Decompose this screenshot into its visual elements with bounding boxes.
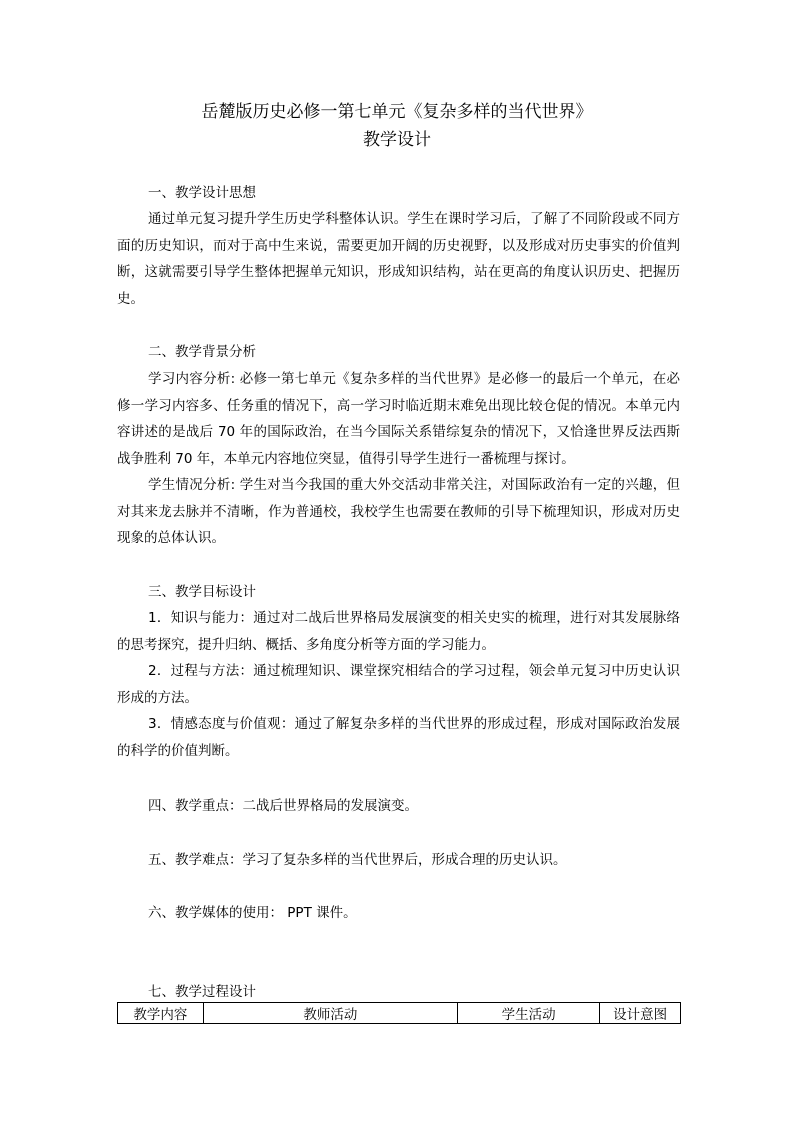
- section-4-heading: 四、教学重点：二战后世界格局的发展演变。: [148, 798, 418, 814]
- header-student-activity: 学生活动: [457, 1003, 599, 1024]
- goal-process-paragraph: 2．过程与方法：通过梳理知识、课堂探究相结合的学习过程，领会单元复习中历史认识形成的方法。: [117, 663, 680, 706]
- document-subtitle: 教学设计: [363, 130, 431, 150]
- section-5-heading: 五、教学难点：学习了复杂多样的当代世界后，形成合理的历史认识。: [148, 852, 567, 868]
- header-design-intent: 设计意图: [600, 1003, 681, 1024]
- section-6-heading: 六、教学媒体的使用： PPT 课件。: [148, 905, 357, 921]
- content-analysis-paragraph: 学习内容分析: 必修一第七单元《复杂多样的当代世界》是必修一的最后一个单元，在必修一学习内容多、任务重的情况下，高一学习时临近期末难免出现比较仓促的情况。本单元内容讲述的是战后 70 年的国际政治，在当今国际关系错综复杂的情况下，又恰逢世界反法西斯战争胜利 70 年，本单元内容地位突显，值得引导学生进行一番梳理与探讨。: [117, 371, 680, 467]
- student-analysis-paragraph: 学生情况分析: 学生对当今我国的重大外交活动非常关注，对国际政治有一定的兴趣，但对其来龙去脉并不清晰，作为普通校，我校学生也需要在教师的引导下梳理知识，形成对历史现象的总体认识。: [117, 477, 680, 546]
- document-title: 岳麓版历史必修一第七单元《复杂多样的当代世界》: [201, 102, 593, 122]
- section-3-heading: 三、教学目标设计: [148, 584, 256, 600]
- section-1-paragraph: 通过单元复习提升学生历史学科整体认识。学生在课时学习后，了解了不同阶段或不同方面的历史知识，而对于高中生来说，需要更加开阔的历史视野，以及形成对历史事实的价值判断，这就需要引导学生整体把握单元知识，形成知识结构，站在更高的角度认识历史、把握历史。: [117, 211, 680, 307]
- header-teaching-content: 教学内容: [118, 1003, 204, 1024]
- table-header-row: [118, 1003, 681, 1024]
- goal-values-paragraph: 3．情感态度与价值观：通过了解复杂多样的当代世界的形成过程，形成对国际政治发展的科学的价值判断。: [117, 716, 680, 759]
- section-1-heading: 一、教学设计思想: [148, 185, 256, 201]
- teaching-process-table: [117, 1002, 681, 1024]
- section-2-heading: 二、教学背景分析: [148, 344, 256, 360]
- section-7-heading: 七、教学过程设计: [148, 984, 256, 1000]
- goal-knowledge-paragraph: 1．知识与能力：通过对二战后世界格局发展演变的相关史实的梳理，进行对其发展脉络的思考探究，提升归纳、概括、多角度分析等方面的学习能力。: [117, 610, 680, 653]
- header-teacher-activity: 教师活动: [203, 1003, 457, 1024]
